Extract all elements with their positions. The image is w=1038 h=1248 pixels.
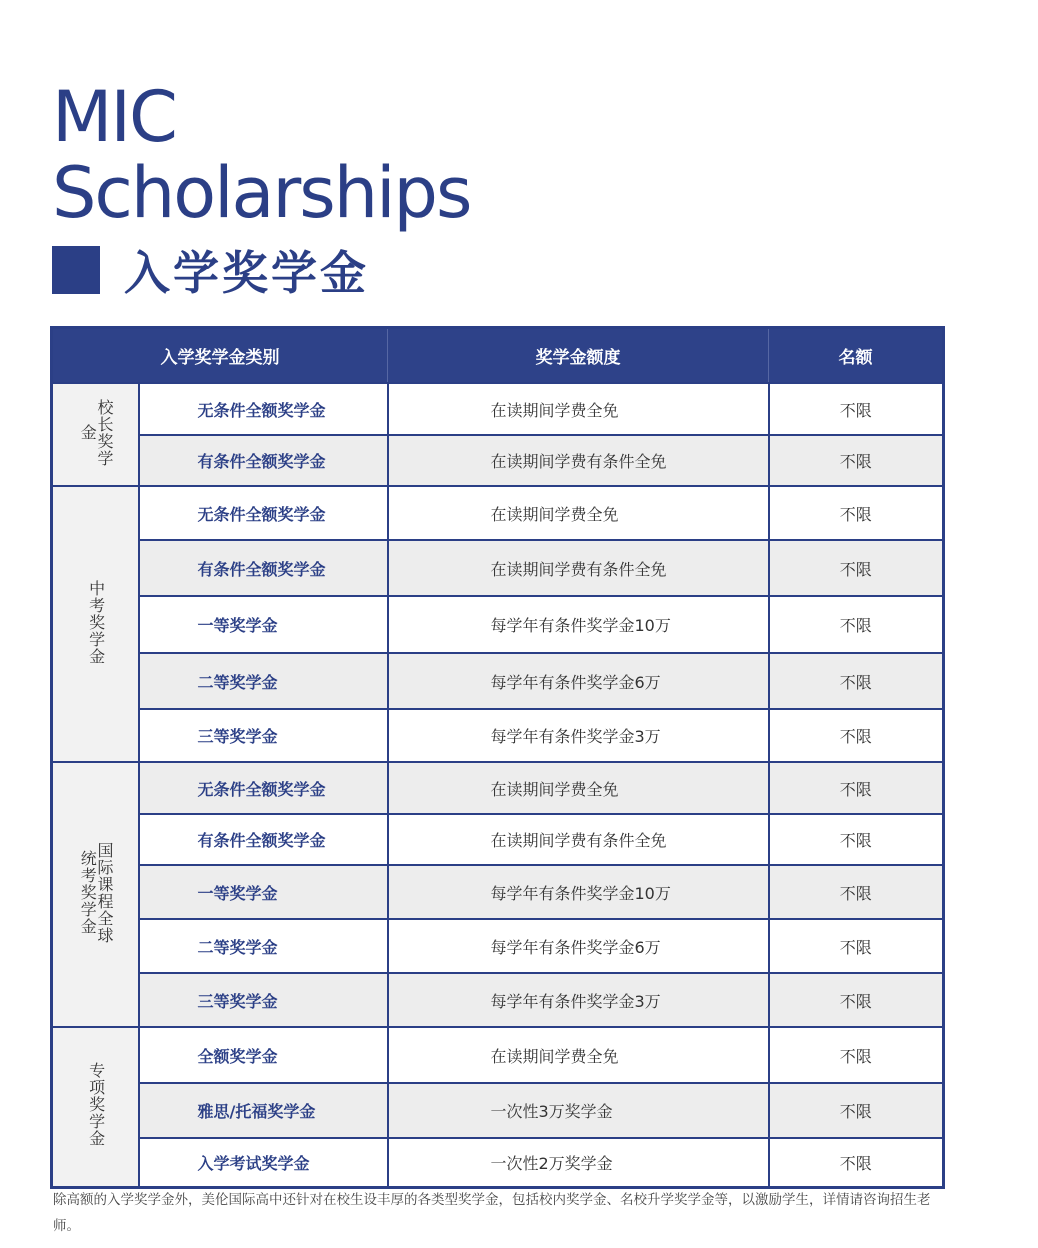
table-row <box>52 435 944 486</box>
table-row <box>52 653 944 709</box>
scholarship-amount: 一次性2万奖学金 <box>388 1138 769 1187</box>
table-row <box>52 973 944 1027</box>
group-cell-special <box>52 1027 139 1187</box>
scholarship-name: 有条件全额奖学金 <box>139 540 388 596</box>
scholarship-quota: 不限 <box>769 709 944 762</box>
scholarship-quota: 不限 <box>769 1138 944 1187</box>
group-label: 国际课程全球统考奖学金 <box>78 841 115 944</box>
scholarship-name: 三等奖学金 <box>139 973 388 1027</box>
scholarship-quota: 不限 <box>769 486 944 540</box>
scholarship-amount: 在读期间学费有条件全免 <box>388 540 769 596</box>
scholarship-name: 雅思/托福奖学金 <box>139 1083 388 1138</box>
table-row <box>52 919 944 973</box>
scholarship-name: 三等奖学金 <box>139 709 388 762</box>
scholarship-quota: 不限 <box>769 919 944 973</box>
scholarship-name: 无条件全额奖学金 <box>139 486 388 540</box>
scholarship-name: 入学考试奖学金 <box>139 1138 388 1187</box>
section-heading <box>52 244 369 300</box>
scholarship-amount: 一次性3万奖学金 <box>388 1083 769 1138</box>
scholarship-name: 全额奖学金 <box>139 1027 388 1083</box>
scholarship-amount: 在读期间学费全免 <box>388 1027 769 1083</box>
group-label: 专项奖学金 <box>86 1062 106 1148</box>
scholarship-quota: 不限 <box>769 435 944 486</box>
group-label: 校长奖学金 <box>78 398 115 467</box>
scholarship-name: 二等奖学金 <box>139 919 388 973</box>
scholarship-name: 无条件全额奖学金 <box>139 762 388 814</box>
page-title-line-1: MIC <box>52 76 176 158</box>
group-cell-zhongkao <box>52 486 139 762</box>
scholarship-quota: 不限 <box>769 973 944 1027</box>
table-row <box>52 1138 944 1187</box>
column-header-amount: 奖学金额度 <box>388 328 769 384</box>
table-row <box>52 1083 944 1138</box>
scholarship-quota: 不限 <box>769 1027 944 1083</box>
table-row <box>52 865 944 919</box>
scholarship-quota: 不限 <box>769 596 944 653</box>
table-row <box>52 540 944 596</box>
table-row <box>52 486 944 540</box>
scholarship-amount: 在读期间学费有条件全免 <box>388 435 769 486</box>
scholarship-table <box>50 326 945 1189</box>
column-header-quota: 名额 <box>769 328 944 384</box>
scholarship-quota: 不限 <box>769 762 944 814</box>
scholarship-amount: 在读期间学费全免 <box>388 383 769 435</box>
group-cell-international <box>52 762 139 1027</box>
scholarship-name: 无条件全额奖学金 <box>139 383 388 435</box>
scholarship-quota: 不限 <box>769 814 944 865</box>
table-row <box>52 1027 944 1083</box>
scholarship-amount: 每学年有条件奖学金6万 <box>388 919 769 973</box>
scholarship-amount: 在读期间学费有条件全免 <box>388 814 769 865</box>
table-header-row <box>52 328 944 384</box>
section-heading-text: 入学奖学金 <box>124 246 369 300</box>
square-marker-icon <box>52 246 100 294</box>
scholarship-quota: 不限 <box>769 383 944 435</box>
column-header-category: 入学奖学金类别 <box>52 328 388 384</box>
scholarship-quota: 不限 <box>769 1083 944 1138</box>
footnote-text: 除高额的入学奖学金外，美伦国际高中还针对在校生设丰厚的各类型奖学金，包括校内奖学金、名校升学奖学金等，以激励学生，详情请咨询招生老师。 <box>53 1192 931 1234</box>
scholarship-amount: 每学年有条件奖学金3万 <box>388 709 769 762</box>
scholarship-amount: 每学年有条件奖学金3万 <box>388 973 769 1027</box>
table-row <box>52 762 944 814</box>
page-title-line-2: Scholarships <box>52 152 471 234</box>
scholarship-name: 二等奖学金 <box>139 653 388 709</box>
scholarship-name: 有条件全额奖学金 <box>139 814 388 865</box>
scholarship-quota: 不限 <box>769 865 944 919</box>
table-row <box>52 383 944 435</box>
scholarship-name: 一等奖学金 <box>139 596 388 653</box>
scholarship-amount: 在读期间学费全免 <box>388 762 769 814</box>
group-cell-principal <box>52 383 139 486</box>
scholarship-amount: 每学年有条件奖学金6万 <box>388 653 769 709</box>
scholarship-quota: 不限 <box>769 540 944 596</box>
group-label: 中考奖学金 <box>86 579 106 665</box>
table-row <box>52 596 944 653</box>
table-row <box>52 709 944 762</box>
scholarship-name: 一等奖学金 <box>139 865 388 919</box>
scholarship-amount: 在读期间学费全免 <box>388 486 769 540</box>
scholarship-name: 有条件全额奖学金 <box>139 435 388 486</box>
scholarship-amount: 每学年有条件奖学金10万 <box>388 865 769 919</box>
scholarship-quota: 不限 <box>769 653 944 709</box>
table-row <box>52 814 944 865</box>
scholarship-amount: 每学年有条件奖学金10万 <box>388 596 769 653</box>
